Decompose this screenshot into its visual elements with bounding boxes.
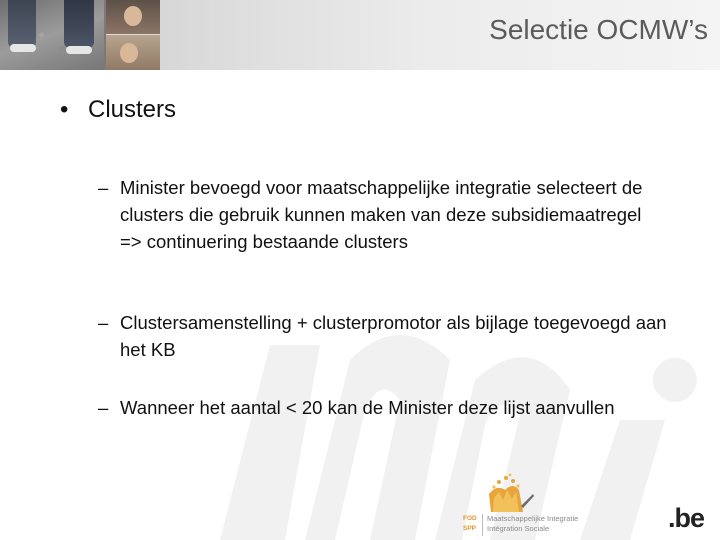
photo-person-top xyxy=(106,0,160,35)
sub-bullet-dash: – xyxy=(98,397,109,418)
logo-mi-label: Maatschappelijke Integratie xyxy=(487,514,579,523)
photo-legs-left xyxy=(8,0,36,48)
logo-is-label: Intégration Sociale xyxy=(487,524,550,533)
logo-spp-label: SPP xyxy=(463,525,477,532)
photo-face-bottom xyxy=(120,43,138,63)
photo-shoe-right xyxy=(66,46,92,54)
header-photo-collage xyxy=(0,0,160,70)
sub-bullet-2 xyxy=(98,309,668,363)
logo-separator xyxy=(482,514,483,536)
logo-text-left xyxy=(463,514,477,534)
sub-bullet-3 xyxy=(98,394,668,421)
fod-mi-logo xyxy=(463,472,588,538)
sub-bullet-1 xyxy=(98,174,668,255)
sub-bullet-text: Clustersamenstelling + clusterpromotor als bijlage toegevoegd aan het KB xyxy=(120,312,667,360)
photo-legs-right xyxy=(64,0,94,48)
logo-fod-label: FOD xyxy=(463,515,477,522)
photo-face-top xyxy=(124,6,142,26)
be-logo: .be xyxy=(668,503,705,533)
sub-bullet-text: Minister bevoegd voor maatschappelijke integratie selecteert de clusters die gebruik kunnen maken van deze subsidiemaatregel => continuering bestaande clusters xyxy=(120,177,643,252)
bullet-symbol: • xyxy=(60,96,69,123)
sub-bullet-dash: – xyxy=(98,312,109,333)
fod-mi-logo-icon xyxy=(463,472,543,514)
photo-shoe-left xyxy=(10,44,36,52)
bullet-clusters xyxy=(60,96,176,124)
logo-text-right xyxy=(487,514,578,534)
sub-bullet-text: Wanneer het aantal < 20 kan de Minister deze lijst aanvullen xyxy=(120,397,615,418)
page-title: Selectie OCMW’s xyxy=(489,14,708,45)
bullet-label: Clusters xyxy=(88,96,177,123)
photo-person-bottom xyxy=(106,35,160,70)
sub-bullet-dash: – xyxy=(98,177,109,198)
